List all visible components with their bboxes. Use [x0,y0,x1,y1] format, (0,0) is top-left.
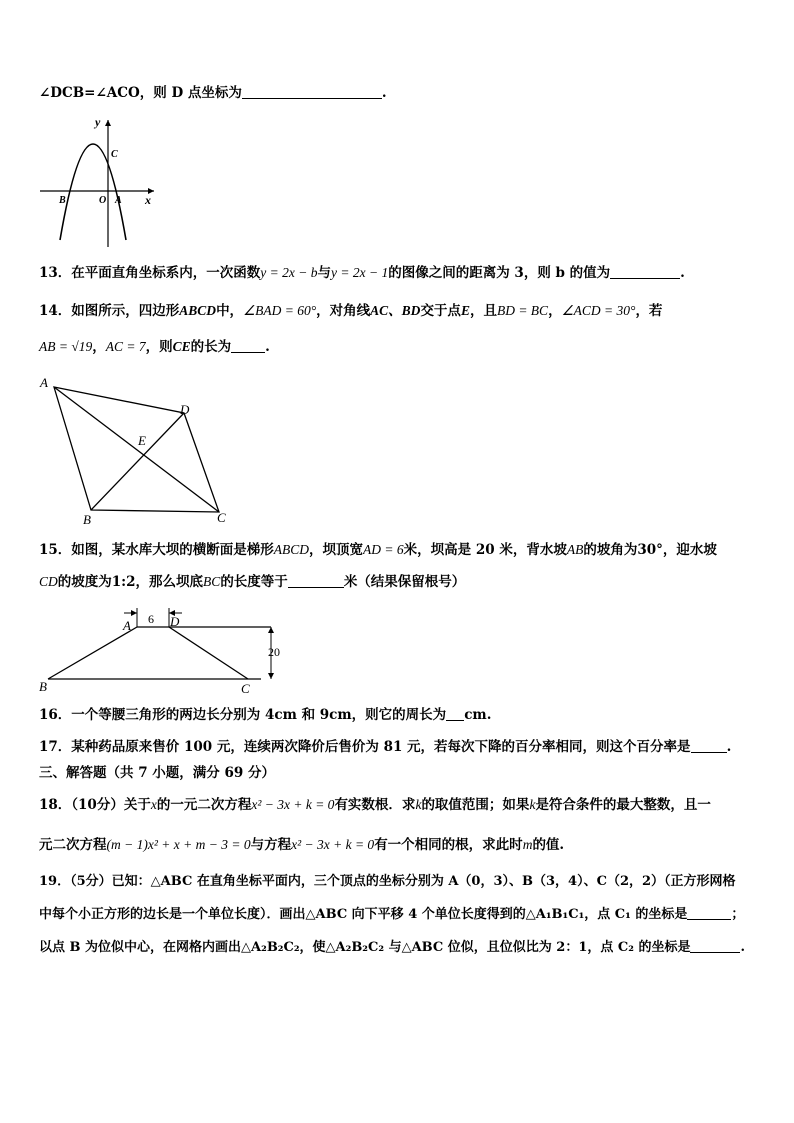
quadrilateral-figure [36,372,236,527]
answer-blank [231,338,265,353]
label-x: x [145,193,151,207]
label-o: O [99,195,107,206]
diagonal-ac [54,387,219,512]
label-width-6: 6 [148,612,154,626]
q19-line2: 中每个小正方形的边长是一个单位长度）．画出△ABC 向下平移 4 个单位长度得到的△A₁B₁C₁，点 C₁ 的坐标是 ； [39,907,745,922]
q15-line1: 15．如图，某水库大坝的横断面是梯形ABCD，坝顶宽AD = 6米，坝高是 20 米，背水坡AB的坡角为30°，迎水坡 [39,542,717,558]
arrowhead [268,627,274,633]
q16-line: 16．一个等腰三角形的两边长分别为 4cm 和 9cm，则它的周长为 cm. [39,707,492,723]
q15-line2: CD的坡度为1:2，那么坝底BC的长度等于 米（结果保留根号） [39,574,466,590]
q17-line: 17．某种药品原来售价 100 元，连续两次降价后售价为 81 元，若每次下降的百分率相同，则这个百分率是 . [39,739,732,755]
arrowhead [268,673,274,679]
slope-cd [169,627,248,679]
q14-line2: AB = √19，AC = 7，则CE的长为 . [39,339,270,355]
q14-line1: 14．如图所示，四边形ABCD中，∠BAD = 60°，对角线AC、BD交于点E，且BD = BC，∠ACD = 30°，若 [39,303,663,319]
y-axis-arrow [105,120,111,126]
arrowhead [131,610,137,616]
answer-blank [446,706,464,721]
q18-line2: 元二次方程(m − 1)x² + x + m − 3 = 0与方程x² − 3x + k = 0有一个相同的根，求此时m的值. [39,837,565,853]
label-e: E [138,433,146,448]
q12-line: ∠DCB=∠ACO，则 D 点坐标为 . [39,85,387,101]
parabola-figure [38,112,163,250]
label-y: y [95,115,101,129]
diagonal-bd [91,413,184,510]
answer-blank [691,738,727,753]
label-b: B [59,195,66,206]
label-c: C [111,149,118,160]
label-a: A [115,195,122,206]
label-c: C [217,510,226,525]
answer-blank [690,938,740,953]
q19-line3: 以点 B 为位似中心，在网格内画出△A₂B₂C₂，使△A₂B₂C₂ 与△ABC 位似，且位似比为 2：1，点 C₂ 的坐标是 . [39,940,745,955]
q19-line1: 19．（5分）已知：△ABC 在直角坐标平面内，三个顶点的坐标分别为 A（0，3）、B（3，4）、C（2，2）（正方形网格 [39,874,736,889]
label-a: A [40,375,48,390]
answer-blank [687,905,731,920]
dam-figure [36,604,296,696]
label-b: B [83,512,91,527]
answer-blank [288,573,344,588]
label-a: A [123,618,131,633]
label-d: D [180,402,190,417]
answer-blank [610,264,680,279]
label-b: B [39,679,47,694]
section-heading: 三、解答题（共 7 小题，满分 69 分） [39,765,275,781]
label-height-20: 20 [268,645,280,659]
q13-line: 13．在平面直角坐标系内，一次函数y = 2x − b与y = 2x − 1的图像之间的距离为 3，则 b 的值为 . [39,265,685,281]
slope-ab [48,627,137,679]
q18-line1: 18．（10分）关于x的一元二次方程x² − 3x + k = 0有实数根．求k的取值范围；如果k是符合条件的最大整数，且一 [39,797,711,813]
label-d: D [170,614,180,629]
answer-blank [242,84,382,99]
label-c: C [241,681,250,696]
